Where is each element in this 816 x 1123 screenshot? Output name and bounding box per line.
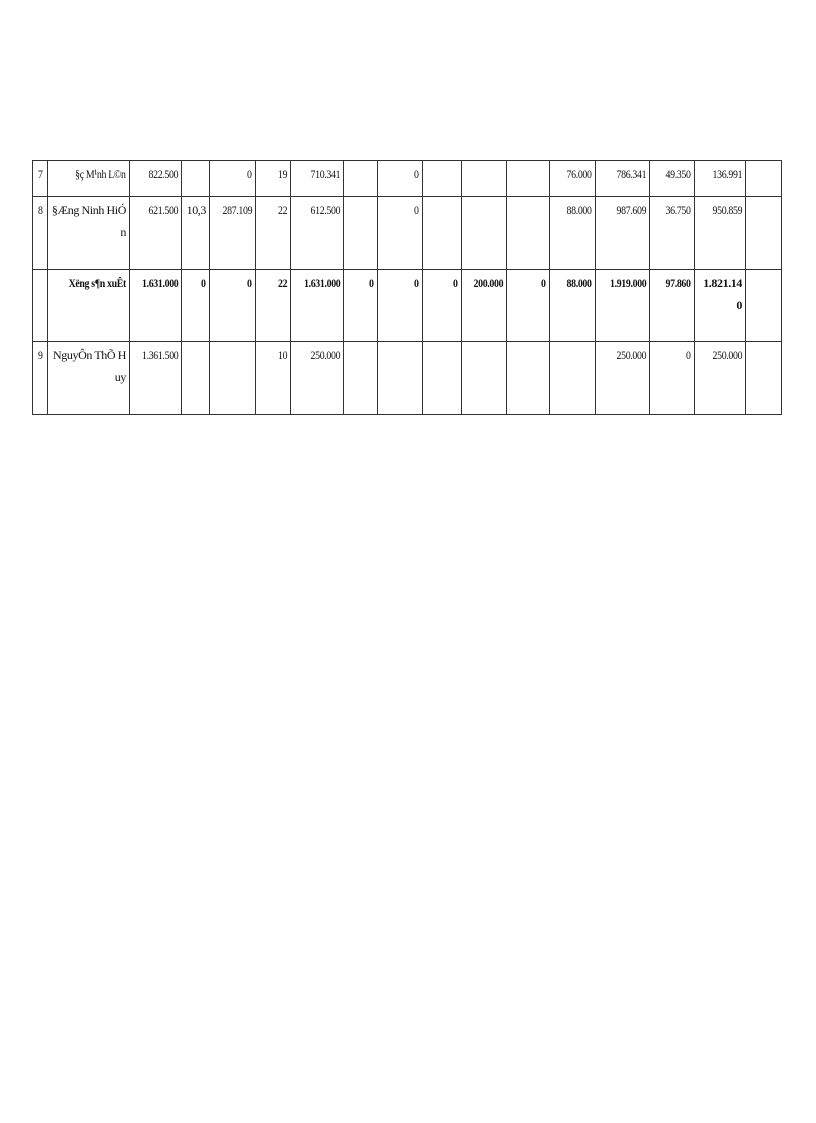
table-cell	[746, 197, 782, 270]
table-cell	[462, 161, 507, 197]
table-cell: 0	[650, 342, 695, 415]
table-cell: 0	[378, 270, 423, 342]
table-cell: 710.341	[291, 161, 344, 197]
employee-name: NguyÔn ThÕ Huy	[48, 342, 130, 415]
row-number: 8	[33, 197, 48, 270]
table-cell	[746, 342, 782, 415]
table-cell: 950.859	[695, 197, 746, 270]
table-cell	[423, 197, 462, 270]
table-cell	[344, 197, 378, 270]
table-cell: 49.350	[650, 161, 695, 197]
row-number: 9	[33, 342, 48, 415]
table-cell: 287.109	[210, 197, 256, 270]
employee-name: §Æng Ninh HiÓn	[48, 197, 130, 270]
table-cell: 250.000	[596, 342, 650, 415]
table-cell: 1.631.000	[130, 270, 182, 342]
table-cell: 88.000	[550, 270, 596, 342]
table-cell: 19	[256, 161, 291, 197]
table-cell: 0	[423, 270, 462, 342]
table-cell: 621.500	[130, 197, 182, 270]
table-cell: 0	[378, 161, 423, 197]
table-cell	[182, 342, 210, 415]
table-cell: 0	[182, 270, 210, 342]
table-cell: 250.000	[291, 342, 344, 415]
table-cell: 987.609	[596, 197, 650, 270]
table-cell: 200.000	[462, 270, 507, 342]
table-cell	[507, 342, 550, 415]
table-cell	[423, 161, 462, 197]
table-cell: 786.341	[596, 161, 650, 197]
table-cell: 1.821.140	[695, 270, 746, 342]
table-cell: 0	[378, 197, 423, 270]
table-cell: 22	[256, 270, 291, 342]
table-cell: 10,3	[182, 197, 210, 270]
subtotal-row	[33, 270, 782, 342]
table-cell: 0	[507, 270, 550, 342]
table-cell: 97.860	[650, 270, 695, 342]
table-cell: 36.750	[650, 197, 695, 270]
table-cell: 0	[344, 270, 378, 342]
data-table	[32, 160, 782, 415]
table-cell: 0	[210, 161, 256, 197]
table-cell: 822.500	[130, 161, 182, 197]
table-cell	[423, 342, 462, 415]
table-row	[33, 197, 782, 270]
table-cell	[746, 161, 782, 197]
row-number	[33, 270, 48, 342]
table-cell	[462, 197, 507, 270]
table-cell: 1.919.000	[596, 270, 650, 342]
table-cell	[378, 342, 423, 415]
employee-name: §ç M¹nh L©n	[48, 161, 130, 197]
table-cell: 10	[256, 342, 291, 415]
table-cell: 136.991	[695, 161, 746, 197]
table-cell: 22	[256, 197, 291, 270]
group-name: Xëng s¶n xuÊt	[48, 270, 130, 342]
table-cell	[507, 197, 550, 270]
table-cell: 1.361.500	[130, 342, 182, 415]
table-row	[33, 161, 782, 197]
table-row	[33, 342, 782, 415]
table-cell	[344, 342, 378, 415]
table-cell	[507, 161, 550, 197]
table-cell	[462, 342, 507, 415]
table-cell: 612.500	[291, 197, 344, 270]
table-cell: 0	[210, 270, 256, 342]
table-cell	[182, 161, 210, 197]
table-cell	[550, 342, 596, 415]
row-number: 7	[33, 161, 48, 197]
table-cell: 88.000	[550, 197, 596, 270]
table-cell	[344, 161, 378, 197]
table-cell	[210, 342, 256, 415]
table-cell: 76.000	[550, 161, 596, 197]
table-cell: 1.631.000	[291, 270, 344, 342]
table-cell	[746, 270, 782, 342]
table-cell: 250.000	[695, 342, 746, 415]
